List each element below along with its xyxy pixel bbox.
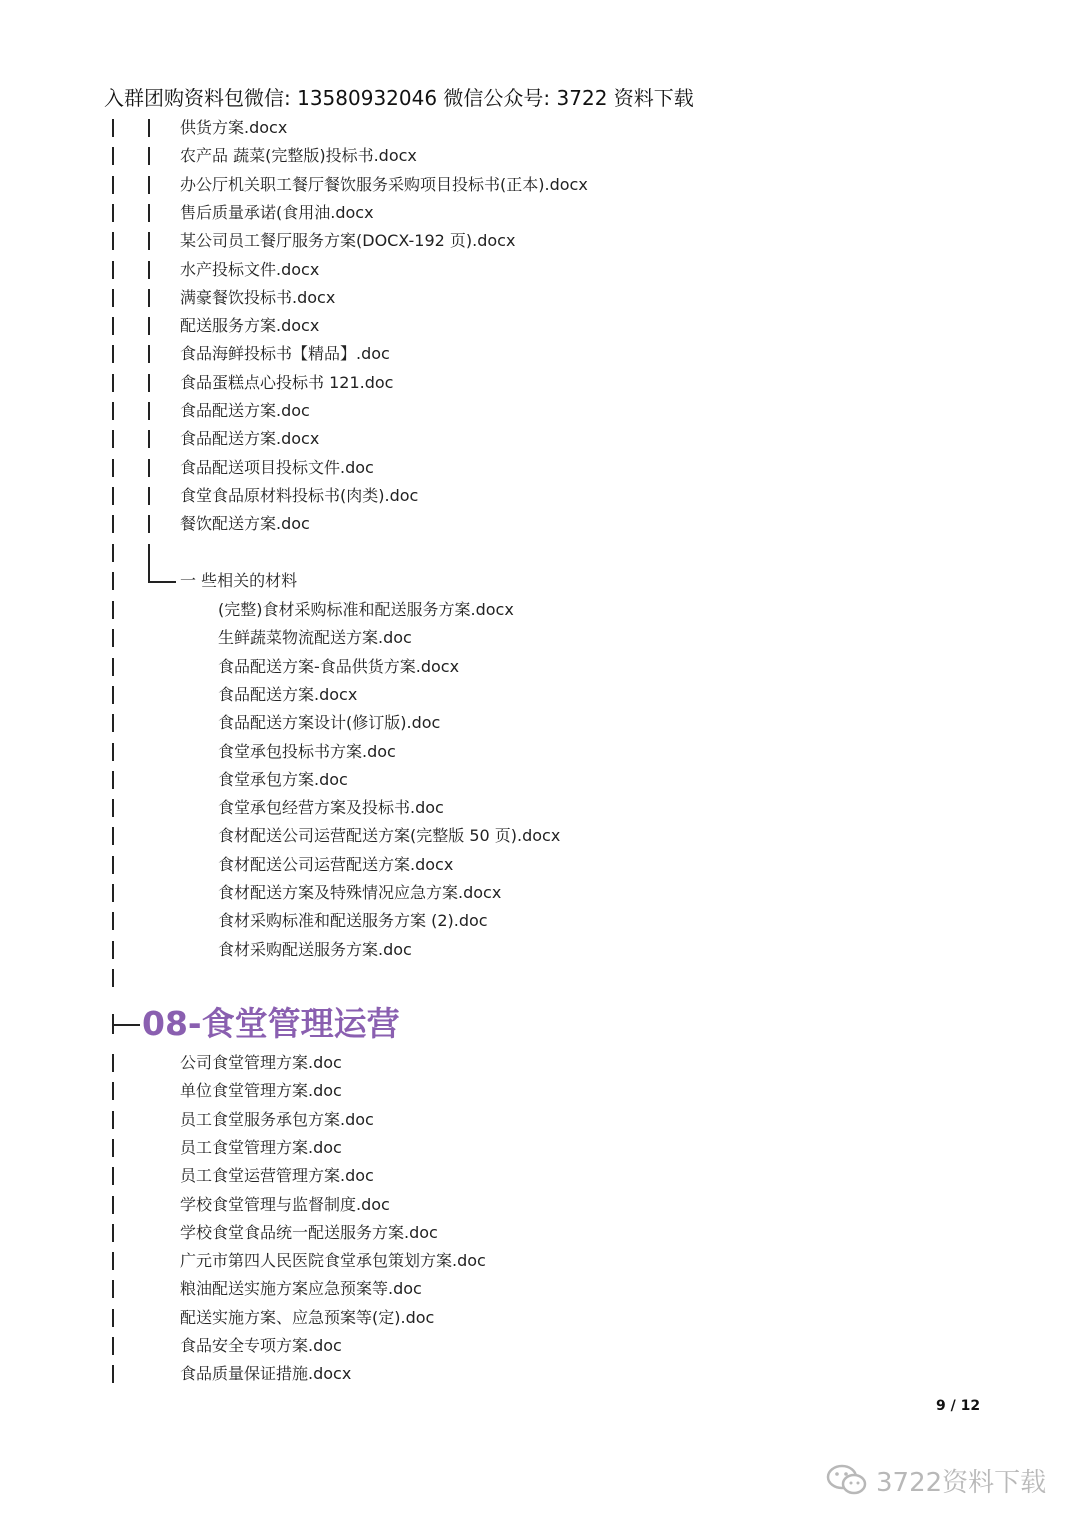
list-item <box>0 653 1080 681</box>
file-name: 食材配送公司运营配送方案(完整版 50 页).docx <box>218 826 561 846</box>
tree-branch-line <box>148 289 150 307</box>
file-name: 办公厅机关职工餐厅餐饮服务采购项目投标书(正本).docx <box>180 174 588 194</box>
section-08-heading: 08-食堂管理运营 <box>142 1004 400 1043</box>
tree-branch-line <box>148 430 150 448</box>
list-item <box>0 171 1080 199</box>
tree-elbow-vertical <box>148 560 150 582</box>
file-name: 食品配送方案.docx <box>218 684 358 704</box>
tree-branch-line <box>112 827 114 845</box>
tree-branch-line <box>112 204 114 222</box>
tree-branch-line <box>112 686 114 704</box>
file-name: 售后质量承诺(食用油.docx <box>180 202 374 222</box>
list-item <box>0 312 1080 340</box>
list-item <box>0 624 1080 652</box>
list-item <box>0 851 1080 879</box>
file-name: 粮油配送实施方案应急预案等.doc <box>180 1279 422 1299</box>
file-name: 学校食堂食品统一配送服务方案.doc <box>180 1222 438 1242</box>
file-name: 食堂承包方案.doc <box>218 769 348 789</box>
list-item <box>0 738 1080 766</box>
tree-branch-line <box>112 1224 114 1242</box>
file-name: 食材配送公司运营配送方案.docx <box>218 854 454 874</box>
file-name: 公司食堂管理方案.doc <box>180 1053 342 1072</box>
list-item <box>0 227 1080 255</box>
list-item <box>0 1247 1080 1275</box>
list-item <box>0 681 1080 709</box>
tree-branch-line <box>112 1280 114 1298</box>
tree-branch-line <box>112 601 114 619</box>
file-name: 食品海鲜投标书【精品】.doc <box>180 344 390 364</box>
tree-branch-line <box>148 232 150 250</box>
file-name: 员工食堂运营管理方案.doc <box>180 1166 374 1186</box>
file-name: 广元市第四人民医院食堂承包策划方案.doc <box>180 1251 486 1271</box>
tree-branch-line <box>112 317 114 335</box>
tree-branch-line <box>112 515 114 533</box>
tree-branch-line <box>148 176 150 194</box>
tree-branch-line <box>112 572 114 590</box>
list-item <box>0 596 1080 624</box>
list-item <box>0 397 1080 425</box>
list-item <box>0 1304 1080 1332</box>
tree-branch-line <box>148 119 150 137</box>
tree-spacer-row <box>0 539 1080 567</box>
tree-branch-line <box>112 1252 114 1270</box>
tree-branch-line <box>112 176 114 194</box>
file-name: 食品配送方案-食品供货方案.docx <box>218 656 460 676</box>
list-item <box>0 936 1080 964</box>
file-name: 食品质量保证措施.docx <box>180 1364 352 1384</box>
tree-branch-line <box>112 629 114 647</box>
list-item <box>0 1134 1080 1162</box>
tree-branch-line <box>148 487 150 505</box>
list-item <box>0 1360 1080 1388</box>
file-name: 单位食堂管理方案.doc <box>180 1081 342 1101</box>
tree-branch-line <box>112 856 114 874</box>
file-name: 食材配送方案及特殊情况应急方案.docx <box>218 883 502 902</box>
tree-branch-line <box>112 487 114 505</box>
tree-branch-line <box>112 912 114 930</box>
tree-branch-line <box>148 402 150 420</box>
tree-branch-line <box>112 1111 114 1129</box>
file-name: 食品配送项目投标文件.doc <box>180 457 374 477</box>
tree-branch-line <box>112 374 114 392</box>
list-item <box>0 482 1080 510</box>
header-contact-line: 入群团购资料包微信: 13580932046 微信公众号: 3722 资料下载 <box>104 86 694 110</box>
file-name: 食品蛋糕点心投标书 121.doc <box>180 372 394 392</box>
wechat-icon <box>826 1462 868 1498</box>
list-item <box>0 1191 1080 1219</box>
file-name: 食品安全专项方案.doc <box>180 1336 342 1355</box>
tree-branch-line <box>112 1082 114 1100</box>
list-item <box>0 1275 1080 1303</box>
tree-branch-line <box>112 799 114 817</box>
tree-branch-line <box>112 714 114 732</box>
file-name: 员工食堂服务承包方案.doc <box>180 1109 374 1129</box>
list-item <box>0 1332 1080 1360</box>
watermark <box>826 1458 1046 1502</box>
file-name: 食品配送方案.doc <box>180 401 310 420</box>
tree-branch-line <box>112 771 114 789</box>
tree-branch-line <box>148 317 150 335</box>
list-item <box>0 1219 1080 1247</box>
list-item <box>0 369 1080 397</box>
tree-branch-line <box>112 941 114 959</box>
page-number: 9 / 12 <box>936 1398 981 1414</box>
file-name: 学校食堂管理与监督制度.doc <box>180 1194 390 1214</box>
file-name: 供货方案.docx <box>180 118 288 137</box>
file-name: 某公司员工餐厅服务方案(DOCX-192 页).docx <box>180 231 516 251</box>
list-item <box>0 766 1080 794</box>
file-name: 餐饮配送方案.doc <box>180 514 310 534</box>
tree-branch-line <box>112 743 114 761</box>
tree-branch-line <box>112 1337 114 1355</box>
tree-branch-line <box>112 1309 114 1327</box>
tree-branch-line <box>148 345 150 363</box>
tree-branch-line <box>112 345 114 363</box>
tree-branch-line <box>148 374 150 392</box>
file-name: (完整)食材采购标准和配送服务方案.docx <box>218 600 514 619</box>
file-name: 食材采购标准和配送服务方案 (2).doc <box>218 911 488 931</box>
tree-branch-line <box>112 544 114 562</box>
tree-branch-line <box>112 658 114 676</box>
file-name: 食材采购配送服务方案.doc <box>218 939 412 959</box>
list-item <box>0 454 1080 482</box>
tree-branch-line <box>148 261 150 279</box>
list-item <box>0 284 1080 312</box>
list-item <box>0 199 1080 227</box>
list-item <box>0 510 1080 538</box>
tree-branch-line <box>112 1054 114 1072</box>
list-item <box>0 1077 1080 1105</box>
file-name: 水产投标文件.docx <box>180 259 320 279</box>
tree-branch-line <box>148 147 150 165</box>
heading-branch-horizontal <box>112 1024 140 1026</box>
file-name: 食堂承包投标书方案.doc <box>218 741 396 761</box>
tree-branch-line <box>112 402 114 420</box>
file-name: 满豪餐饮投标书.docx <box>180 287 336 307</box>
tree-branch-line <box>112 884 114 902</box>
list-item <box>0 114 1080 142</box>
list-item <box>0 1162 1080 1190</box>
tree-branch-line <box>112 147 114 165</box>
file-name: 食品配送方案设计(修订版).doc <box>218 713 441 733</box>
file-name: 员工食堂管理方案.doc <box>180 1137 342 1157</box>
list-item <box>0 425 1080 453</box>
tree-branch-line <box>112 430 114 448</box>
tree-branch-line <box>112 459 114 477</box>
list-item <box>0 1049 1080 1077</box>
list-item <box>0 340 1080 368</box>
tree-branch-line <box>148 459 150 477</box>
list-item <box>0 256 1080 284</box>
tree-branch-line <box>112 1167 114 1185</box>
file-name: 配送实施方案、应急预案等(定).doc <box>180 1307 435 1327</box>
file-name: 食堂食品原材料投标书(肉类).doc <box>180 485 419 505</box>
tree-branch-line <box>148 515 150 533</box>
tree-elbow-horizontal <box>148 581 176 583</box>
file-name: 生鲜蔬菜物流配送方案.doc <box>218 628 412 648</box>
list-item <box>0 794 1080 822</box>
subfolder-title: 一 些相关的材料 <box>180 571 298 590</box>
tree-branch-line <box>112 261 114 279</box>
list-item <box>0 1106 1080 1134</box>
tree-branch-line <box>112 969 114 987</box>
file-name: 食品配送方案.docx <box>180 429 320 449</box>
list-item <box>0 879 1080 907</box>
file-name: 食堂承包经营方案及投标书.doc <box>218 798 444 818</box>
tree-branch-line <box>148 204 150 222</box>
list-item <box>0 822 1080 850</box>
tree-branch-line <box>112 1365 114 1383</box>
file-name: 农产品 蔬菜(完整版)投标书.docx <box>180 146 417 166</box>
file-name: 配送服务方案.docx <box>180 316 320 336</box>
watermark-text: 3722资料下载 <box>876 1467 1047 1498</box>
tree-spacer-row <box>0 964 1080 992</box>
list-item <box>0 142 1080 170</box>
list-item <box>0 907 1080 935</box>
tree-branch-line <box>112 1196 114 1214</box>
tree-branch-line <box>112 289 114 307</box>
tree-branch-line <box>112 1139 114 1157</box>
tree-branch-line <box>112 119 114 137</box>
list-item <box>0 709 1080 737</box>
tree-branch-line <box>112 232 114 250</box>
